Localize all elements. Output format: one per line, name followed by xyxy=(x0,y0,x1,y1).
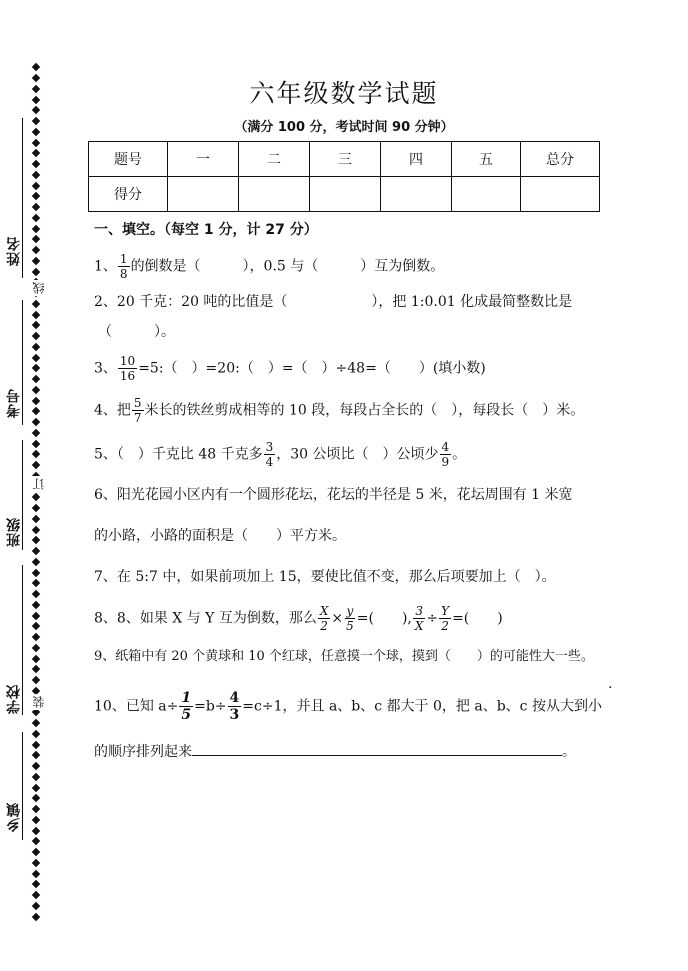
diamond-mark xyxy=(32,816,40,824)
diamond-mark xyxy=(32,160,40,168)
fraction-denominator: 9 xyxy=(441,455,450,469)
diamond-mark xyxy=(32,633,40,641)
score-header-cell: 一 xyxy=(168,142,239,177)
score-cell[interactable] xyxy=(452,177,521,212)
score-cell[interactable] xyxy=(239,177,310,212)
fraction-numerator: 4 xyxy=(441,440,450,454)
diamond-mark xyxy=(32,300,40,308)
fraction xyxy=(439,604,451,633)
q10-end: 。 xyxy=(562,744,576,760)
diamond-mark xyxy=(32,622,40,630)
diamond-mark xyxy=(32,751,40,759)
diamond-mark xyxy=(32,235,40,243)
diamond-mark xyxy=(32,63,40,71)
score-table xyxy=(88,141,600,212)
score-table-score-row xyxy=(89,177,600,212)
question-6-line-1: 6、阳光花园小区内有一个圆形花坛，花坛的半径是 5 米，花坛周围有 1 米宽 xyxy=(94,487,573,503)
side-label-school: 学校 xyxy=(6,684,22,714)
class-line xyxy=(22,440,23,550)
diamond-mark xyxy=(32,794,40,802)
fraction-denominator: 8 xyxy=(119,267,128,281)
question-10-line-2 xyxy=(94,741,576,762)
fraction xyxy=(413,604,426,633)
question-7: 7、在 5:7 中，如果前项加上 15，要使比值不变，那么后项要加上（ ）。 xyxy=(94,569,556,585)
fraction-numerator: y xyxy=(346,604,354,618)
q10-text: =c÷1，并且 a、b、c 都大于 0，把 a、b、c 按从大到小 xyxy=(242,698,602,715)
diamond-mark xyxy=(32,181,40,189)
fraction-denominator: 2 xyxy=(320,619,328,633)
score-row-label: 得分 xyxy=(89,177,168,212)
score-header-cell: 总分 xyxy=(521,142,600,177)
multiply-sign: × xyxy=(331,610,344,627)
diamond-mark xyxy=(32,558,40,566)
side-label-class: 班级 xyxy=(6,517,22,547)
diamond-mark xyxy=(32,611,40,619)
diamond-mark xyxy=(32,601,40,609)
fraction xyxy=(132,396,144,425)
q4-text: 米长的铁丝剪成相等的 10 段，每段占全长的（ ），每段长（ ）米。 xyxy=(144,402,585,419)
side-label-exam-number: 考号 xyxy=(6,388,22,418)
fraction-denominator: 5 xyxy=(346,619,354,633)
diamond-mark xyxy=(32,429,40,437)
fraction-numerator: 10 xyxy=(119,354,136,368)
q1-prefix: 1、 xyxy=(94,258,117,275)
fraction xyxy=(440,440,452,469)
exam-number-line xyxy=(22,300,23,425)
fraction xyxy=(264,440,276,469)
answer-blank[interactable] xyxy=(192,741,562,756)
fraction-numerator: X xyxy=(319,604,329,618)
q10-prefix: 10、已知 a÷ xyxy=(94,698,179,715)
page-subtitle: （满分 100 分，考试时间 90 分钟） xyxy=(234,120,454,135)
diamond-mark xyxy=(32,493,40,501)
diamond-mark xyxy=(32,267,40,275)
diamond-mark xyxy=(32,224,40,232)
diamond-mark xyxy=(32,568,40,576)
diamond-mark xyxy=(32,869,40,877)
page-title: 六年级数学试题 xyxy=(249,79,439,108)
decorative-dot: . xyxy=(608,676,613,692)
score-header-cell: 四 xyxy=(381,142,452,177)
diamond-mark xyxy=(32,310,40,318)
diamond-mark xyxy=(32,579,40,587)
question-6-line-2: 的小路，小路的面积是（ ）平方米。 xyxy=(94,528,346,544)
q8-suffix: =( ) xyxy=(452,610,503,627)
diamond-mark xyxy=(32,149,40,157)
q3-text: =5:（ ）=20:（ ）=（ ）÷48=（ ）(填小数) xyxy=(138,360,486,377)
q8-prefix: 8、8、如果 X 与 Y 互为倒数，那么 xyxy=(94,610,317,627)
diamond-mark xyxy=(32,407,40,415)
q10-line2-text: 的顺序排列起来 xyxy=(94,744,192,760)
diamond-mark xyxy=(32,321,40,329)
diamond-mark xyxy=(32,848,40,856)
township-line xyxy=(22,732,23,840)
fraction-numerator: 1 xyxy=(119,252,128,266)
fraction-numerator: 5 xyxy=(133,396,142,410)
fraction xyxy=(318,604,331,633)
diamond-mark xyxy=(32,396,40,404)
diamond-mark xyxy=(32,837,40,845)
question-9: 9、纸箱中有 20 个黄球和 10 个红球，任意摸一个球，摸到（ ）的可能性大一些。 xyxy=(94,649,594,664)
diamond-mark xyxy=(32,805,40,813)
diamond-mark xyxy=(32,590,40,598)
q1-text: 的倒数是（ ），0.5 与（ ）互为倒数。 xyxy=(130,258,445,275)
fraction-denominator: 16 xyxy=(119,369,136,383)
diamond-mark xyxy=(32,450,40,458)
question-10 xyxy=(94,690,602,723)
diamond-mark xyxy=(32,171,40,179)
cut-mark-staple: 订 xyxy=(32,478,46,490)
q10-middle: =b÷ xyxy=(194,698,227,715)
diamond-mark xyxy=(32,375,40,383)
question-4 xyxy=(94,396,584,425)
diamond-mark xyxy=(32,762,40,770)
fraction-denominator: 7 xyxy=(133,411,142,425)
question-1 xyxy=(94,252,444,281)
diamond-mark xyxy=(32,665,40,673)
diamond-mark xyxy=(32,912,40,920)
q5-prefix: 5、（ ）千克比 48 千克多 xyxy=(94,446,263,463)
question-2-line-2: （ ）。 xyxy=(98,324,175,340)
diamond-mark xyxy=(32,364,40,372)
diamond-mark xyxy=(32,418,40,426)
diamond-mark xyxy=(32,676,40,684)
diamond-mark xyxy=(32,515,40,523)
question-5 xyxy=(94,440,466,469)
side-label-name: 姓名 xyxy=(6,236,22,266)
fraction-denominator: X xyxy=(414,619,424,633)
diamond-mark xyxy=(32,461,40,469)
score-header-cell: 三 xyxy=(310,142,381,177)
diamond-mark xyxy=(32,504,40,512)
fraction xyxy=(344,604,356,633)
score-cell[interactable] xyxy=(168,177,239,212)
score-cell[interactable] xyxy=(381,177,452,212)
diamond-mark xyxy=(32,902,40,910)
diamond-mark xyxy=(32,644,40,652)
diamond-mark xyxy=(32,439,40,447)
diamond-mark xyxy=(32,192,40,200)
q3-prefix: 3、 xyxy=(94,360,117,377)
diamond-mark xyxy=(32,826,40,834)
fraction xyxy=(179,690,193,723)
section-heading: 一、填空。（每空 1 分，计 27 分） xyxy=(94,222,318,238)
diamond-mark xyxy=(32,859,40,867)
school-line xyxy=(22,565,23,715)
diamond-mark xyxy=(32,214,40,222)
diamond-mark xyxy=(32,246,40,254)
diamond-mark xyxy=(32,257,40,265)
score-header-cell: 五 xyxy=(452,142,521,177)
fraction-denominator: 2 xyxy=(441,619,449,633)
diamond-mark xyxy=(32,730,40,738)
fraction-denominator: 4 xyxy=(265,455,274,469)
score-header-cell: 题号 xyxy=(89,142,168,177)
diamond-mark xyxy=(32,740,40,748)
q5-suffix: 。 xyxy=(452,446,467,463)
q8-middle: =( ), xyxy=(356,610,412,627)
diamond-mark xyxy=(32,654,40,662)
fraction-denominator: 5 xyxy=(181,707,192,723)
fraction-numerator: 1 xyxy=(181,690,192,706)
diamond-mark xyxy=(32,880,40,888)
fraction-denominator: 3 xyxy=(229,707,240,723)
diamond-mark xyxy=(32,386,40,394)
question-8 xyxy=(94,604,503,633)
diamond-mark xyxy=(32,138,40,146)
name-line xyxy=(22,118,23,278)
cut-mark-line: 线 xyxy=(32,282,46,294)
diamond-mark xyxy=(32,332,40,340)
question-2-line-1: 2、20 千克：20 吨的比值是（ ），把 1:0.01 化成最简整数比是 xyxy=(94,294,573,310)
diamond-mark xyxy=(32,203,40,211)
score-table-header-row xyxy=(89,142,600,177)
diamond-mark xyxy=(32,891,40,899)
diamond-mark xyxy=(32,547,40,555)
fraction-numerator: Y xyxy=(441,604,450,618)
diamond-mark xyxy=(32,773,40,781)
cut-mark-bind: 装 xyxy=(32,696,46,708)
diamond-mark xyxy=(32,353,40,361)
fraction-numerator: 4 xyxy=(229,690,240,706)
fraction xyxy=(118,252,130,281)
binding-diamond-border xyxy=(29,62,43,922)
q4-prefix: 4、把 xyxy=(94,402,131,419)
score-cell[interactable] xyxy=(521,177,600,212)
q5-middle: ，30 公顷比（ ）公顷少 xyxy=(276,446,439,463)
diamond-mark xyxy=(32,536,40,544)
side-label-township: 乡镇 xyxy=(6,802,22,832)
diamond-mark xyxy=(32,719,40,727)
score-header-cell: 二 xyxy=(239,142,310,177)
fraction xyxy=(228,690,242,723)
fraction-numerator: 3 xyxy=(265,440,274,454)
score-cell[interactable] xyxy=(310,177,381,212)
diamond-mark xyxy=(32,783,40,791)
fraction-numerator: 3 xyxy=(415,604,423,618)
fraction xyxy=(118,354,137,383)
diamond-mark xyxy=(32,525,40,533)
diamond-mark xyxy=(32,343,40,351)
question-3 xyxy=(94,354,486,383)
divide-sign: ÷ xyxy=(426,610,439,627)
